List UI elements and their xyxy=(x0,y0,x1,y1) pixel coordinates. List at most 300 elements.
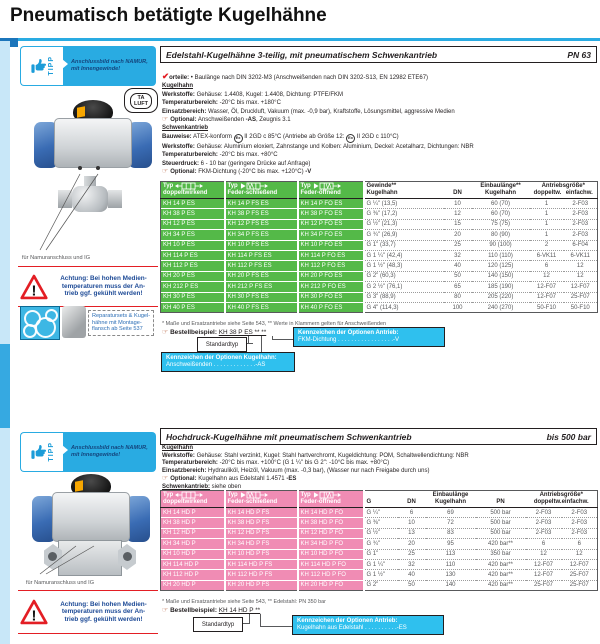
actuator-symbol-double-acting-icon xyxy=(175,491,203,499)
spec-text: Gehäuse: Aluminium eloxiert, Zahnstange und Kolben: Aluminium, Deckel: Acetalharz, Dichtungen: NBR xyxy=(194,143,474,150)
table-cell: 12 xyxy=(444,209,472,219)
pointing-hand-icon: ☞ xyxy=(162,607,169,614)
spec-text: siehe oben xyxy=(210,483,242,490)
table-cell: 12-F07 xyxy=(530,282,564,292)
table-cell: KH 34 HD P FS xyxy=(225,539,298,549)
table-cell: 40 xyxy=(444,261,472,271)
repair-note xyxy=(20,306,158,340)
pointing-hand-icon: ☞ xyxy=(162,116,171,124)
section1-header xyxy=(160,46,597,63)
section2-header xyxy=(160,428,597,445)
spec-text: Optional: xyxy=(170,476,197,482)
spec-line xyxy=(162,91,599,99)
spec-text: -ES xyxy=(286,476,297,482)
table-cell: 6-F04 xyxy=(564,240,598,250)
table-cell: G ½" (21,3) xyxy=(364,219,444,229)
table-cell: G ⅜" xyxy=(364,518,398,528)
table-cell: 80 xyxy=(444,292,472,302)
table-cell: 2-F03 xyxy=(526,528,562,538)
table-cell: 50 xyxy=(408,582,415,589)
pointer-lines xyxy=(30,100,156,254)
table-cell: KH 10 P FO ES xyxy=(298,240,364,250)
page-title: Pneumatisch betätigte Kugelhähne xyxy=(10,5,327,26)
spec-line xyxy=(162,468,599,476)
table-cell: KH 34 HD P xyxy=(161,539,225,549)
section1-order-example: ☞ Bestellbeispiel: KH 38 P ES ** ** xyxy=(162,329,267,336)
ta-luft-badge: TA LUFT xyxy=(124,88,158,113)
spec-text: Bauweise: xyxy=(162,133,192,140)
table-cell: 420 bar** xyxy=(476,559,526,569)
table-cell: KH 12 P FS ES xyxy=(225,219,298,229)
table-cell: KH 38 HD P FO xyxy=(298,518,364,528)
section1-specs xyxy=(162,72,599,176)
photo-caption-section2: für Namuranschluss und IG xyxy=(26,580,95,586)
spec-text: , Zeugnis 3.1 xyxy=(255,117,291,124)
option-box-kugelhahn-section1: Kennzeichen der Optionen Kugelhahn: Anschweißenden . . . . . . . . . . . . .-AS xyxy=(161,352,295,372)
spec-line xyxy=(162,151,599,159)
table-cell: KH 34 P ES xyxy=(161,230,225,240)
photo-caption-section1: für Namuranschluss und IG xyxy=(22,255,91,261)
table-cell: KH 10 P FS ES xyxy=(225,240,298,250)
spec-text: Temperaturbereich: xyxy=(162,460,218,466)
table-cell: 32 xyxy=(444,250,472,260)
option-box-antrieb-section2: Kennzeichen der Optionen Antrieb: Kugelhahn aus Edelstahl . . . . . . . . . .-ES xyxy=(292,615,444,635)
spec-line xyxy=(162,460,599,468)
table-cell: 6 xyxy=(562,539,598,549)
warning-note-section2: ! Achtung: Bei hohen Medien- temperaturen muss der An- trieb ggf. gekühlt werden! xyxy=(18,590,158,634)
table-cell: G 2 ½" (76,1) xyxy=(364,282,444,292)
table-row xyxy=(161,528,598,538)
table-cell: 32 xyxy=(398,559,426,569)
table-cell: 6-VK11 xyxy=(530,250,564,260)
section1-table xyxy=(160,181,598,313)
spec-line xyxy=(162,108,599,116)
spec-text: ATEX-konform xyxy=(191,133,234,140)
table-cell: KH 30 P FS ES xyxy=(225,292,298,302)
table-cell: KH 20 HD P xyxy=(161,580,225,590)
thumbs-up-icon xyxy=(30,443,47,462)
warning-text: Achtung: Bei hohen Medien- temperaturen muss der An- trieb ggf. gekühlt werden! xyxy=(60,275,147,298)
table-cell: 75 (75) xyxy=(472,219,530,229)
standardtyp-box-section2: Standardtyp xyxy=(193,617,243,632)
spec-text: orteile: xyxy=(169,75,190,81)
actuator-photo-section2 xyxy=(26,474,156,578)
spec-text: II 2GD c 110°C) xyxy=(355,133,399,140)
table-header-row: Typ doppeltwirkend Typ Feder-schließend Typ Feder-öffnend Gewinde** Kugelhahn DN Einbaulänge** Kugelhahn Antriebsgröße* doppeltw. einfachw. xyxy=(161,182,598,199)
table-cell: 2-F03 xyxy=(564,230,598,240)
title-rule xyxy=(0,38,600,41)
tip-text-line1: Anschlussbild nach NAMUR, xyxy=(71,59,148,65)
spec-line xyxy=(162,143,599,151)
table-cell: 2-F03 xyxy=(564,209,598,219)
table-cell: KH 112 HD P FO xyxy=(298,570,364,580)
table-cell: G 3" (88,9) xyxy=(364,292,444,302)
table-cell: G 1" (33,7) xyxy=(364,240,444,250)
thumbs-up-icon xyxy=(30,57,47,76)
table-cell: KH 14 P FO ES xyxy=(298,199,364,209)
spec-text: Gehäuse: Stahl verzinkt, Kugel: Stahl hartverchromt, Kugeldichtung: POM, Schaltwellendichtung: NBR xyxy=(194,452,469,459)
warning-note-section1 xyxy=(18,266,158,307)
spec-text: -20°C bis max. +80°C xyxy=(217,152,278,159)
spec-line xyxy=(162,453,599,461)
spec-line xyxy=(162,168,599,176)
table-cell: KH 38 HD P FS xyxy=(225,518,298,528)
table-cell: 6 xyxy=(526,539,562,549)
table-cell: KH 38 P FO ES xyxy=(298,209,364,219)
table-row xyxy=(161,250,598,260)
table-cell: 2-F03 xyxy=(562,528,598,538)
tip-badge-text xyxy=(63,46,156,86)
table-cell: KH 34 P FS ES xyxy=(225,230,298,240)
spec-text: Optional: xyxy=(170,117,197,124)
spec-text: -20°C bis max. +100°C (G 1 ¼" bis G 2": -10°C bis max. +80°C) xyxy=(217,460,390,466)
spec-text: 6 - 10 bar (geringere Drücke auf Anfrage) xyxy=(199,160,311,167)
table-cell: 25-F07 xyxy=(564,292,598,302)
table-cell: 500 bar xyxy=(476,508,526,518)
spec-line xyxy=(162,82,599,90)
table-cell: 420 bar** xyxy=(487,582,514,589)
tip-label: TIPP xyxy=(47,56,55,76)
spec-text: FKM-Dichtung (-20°C bis max. +120°C) xyxy=(196,169,306,176)
table-cell: 95 xyxy=(426,539,476,549)
table-row xyxy=(161,230,598,240)
actuator-symbol-spring-close-icon xyxy=(240,491,268,499)
table-cell: KH 14 P FS ES xyxy=(225,199,298,209)
table-cell: KH 212 P FO ES xyxy=(298,282,364,292)
table-cell: KH 12 P ES xyxy=(161,219,225,229)
table-cell: KH 114 P FO ES xyxy=(298,250,364,260)
table-row xyxy=(161,302,598,312)
tip-badge-left xyxy=(20,46,63,86)
table-row xyxy=(161,199,598,209)
table-cell: KH 112 HD P xyxy=(161,570,225,580)
table-cell: KH 20 HD P FS xyxy=(225,580,298,590)
spec-line xyxy=(162,445,599,453)
table-cell: KH 40 P FS ES xyxy=(225,302,298,312)
actuator-symbol-double-acting-icon xyxy=(175,182,203,190)
tip-badge-section2: TIPP Anschlussbild nach NAMUR, mit Innengewinde! xyxy=(20,432,156,472)
table-cell: KH 12 P FO ES xyxy=(298,219,364,229)
spec-line xyxy=(162,72,599,82)
table-cell: KH 112 P ES xyxy=(161,261,225,271)
table-cell: 6 xyxy=(530,261,564,271)
table-cell: 20 xyxy=(444,230,472,240)
table-cell: 12-F07 xyxy=(562,559,598,569)
table-cell: G 1" xyxy=(364,549,398,559)
connector-line xyxy=(261,336,262,353)
table-row xyxy=(161,580,598,590)
table-cell: KH 10 P ES xyxy=(161,240,225,250)
spec-line xyxy=(162,133,599,143)
table-cell: G 1 ¼" xyxy=(364,559,398,569)
table-cell: 80 (90) xyxy=(472,230,530,240)
spec-text: Anschweißenden xyxy=(196,117,246,124)
table-cell: 12 xyxy=(564,261,598,271)
table-cell: 20 xyxy=(398,539,426,549)
repair-note-text: Reparatursets & Kugel- hähne mit Montage- flansch ab Seite 537 xyxy=(88,310,154,336)
table-cell: G 2" xyxy=(366,582,379,589)
tip-text-line2: mit Innengewinde! xyxy=(71,66,121,72)
actuator-symbol-spring-open-icon xyxy=(313,182,341,190)
table-cell: KH 20 HD P FO xyxy=(298,580,364,590)
table-row xyxy=(161,539,598,549)
spec-text: Schwenkantrieb xyxy=(162,125,209,132)
spec-text: Optional: xyxy=(170,169,197,176)
table-row xyxy=(161,570,598,580)
actuator-symbol-spring-close-icon xyxy=(240,182,268,190)
table-cell: KH 30 P ES xyxy=(161,292,225,302)
table-cell: 50-F10 xyxy=(536,304,556,311)
table-cell: KH 20 P ES xyxy=(161,271,225,281)
table-cell: KH 38 P FS ES xyxy=(225,209,298,219)
table-row xyxy=(161,271,598,281)
table-row xyxy=(161,508,598,518)
spec-text: Temperaturbereich: xyxy=(162,152,218,159)
table-cell: KH 114 P ES xyxy=(161,250,225,260)
table-cell: G ¼" xyxy=(364,508,398,518)
table-cell: 2-F03 xyxy=(562,508,598,518)
table-cell: KH 20 P FO ES xyxy=(298,271,364,281)
standardtyp-box-section1: Standardtyp xyxy=(197,337,247,352)
spec-line xyxy=(162,160,599,168)
section2-order-example: ☞ Bestellbeispiel: KH 14 HD P ** xyxy=(162,607,261,614)
table-cell: 2-F03 xyxy=(564,199,598,209)
table-cell: G 2" (60,3) xyxy=(364,271,444,281)
table-cell: 110 (110) xyxy=(472,250,530,260)
section1-footnote: * Maße und Ersatzantriebe siehe Seite 543, ** Werte in Klammern gelten für Anschweißenden xyxy=(162,321,387,327)
table-cell: 15 xyxy=(444,219,472,229)
spec-text: -20°C bis max. +180°C xyxy=(217,100,281,107)
table-cell: KH 112 HD P FS xyxy=(225,570,298,580)
table-cell: 1 xyxy=(530,219,564,229)
table-cell: KH 112 P FO ES xyxy=(298,261,364,271)
table-cell: 13 xyxy=(398,528,426,538)
table-cell: 185 (190) xyxy=(472,282,530,292)
table-cell: 12 xyxy=(526,549,562,559)
table-cell: KH 12 HD P FS xyxy=(225,528,298,538)
table-cell: 6 xyxy=(398,508,426,518)
table-cell: KH 34 HD P FO xyxy=(298,539,364,549)
table-cell: 240 (270) xyxy=(487,304,514,311)
table-cell: 205 (220) xyxy=(472,292,530,302)
check-icon: ✔ xyxy=(162,71,170,81)
pointing-hand-icon: ☞ xyxy=(162,329,169,336)
warning-triangle-icon xyxy=(20,599,48,625)
spec-text: Werkstoffe: xyxy=(162,143,195,150)
table-cell: 420 bar** xyxy=(476,539,526,549)
table-row xyxy=(161,209,598,219)
table-cell: KH 114 HD P FO xyxy=(298,559,364,569)
tip-badge-section1 xyxy=(20,46,156,86)
table-cell: 2-F03 xyxy=(526,508,562,518)
table-cell: 12-F07 xyxy=(526,559,562,569)
table-cell: 69 xyxy=(426,508,476,518)
table-cell: KH 114 HD P xyxy=(161,559,225,569)
table-cell: 140 xyxy=(445,582,456,589)
table-cell: 140 (150) xyxy=(472,271,530,281)
table-cell: 25-F07 xyxy=(533,582,553,589)
table-cell: 83 xyxy=(426,528,476,538)
spec-text: -V xyxy=(305,169,312,176)
actuator-photo-section1 xyxy=(30,100,156,254)
table-cell: KH 12 HD P xyxy=(161,528,225,538)
sidebar-bar-light xyxy=(0,41,10,644)
table-row xyxy=(161,549,598,559)
table-cell: 12-F07 xyxy=(564,282,598,292)
table-cell: 12 xyxy=(564,271,598,281)
table-cell: 1 xyxy=(530,199,564,209)
table-row xyxy=(161,219,598,229)
table-cell: KH 14 HD P FO xyxy=(298,508,364,518)
connector-line xyxy=(249,614,250,624)
spec-text: Temperaturbereich: xyxy=(162,100,218,107)
table-cell: KH 40 P ES xyxy=(161,302,225,312)
spec-text: Werkstoffe: xyxy=(162,91,195,98)
table-cell: 130 xyxy=(426,570,476,580)
svg-text:!: ! xyxy=(31,282,37,299)
table-cell: KH 112 P FS ES xyxy=(225,261,298,271)
table-cell: 12-F07 xyxy=(530,292,564,302)
table-cell: 65 xyxy=(444,282,472,292)
actuator-symbol-spring-open-icon xyxy=(313,491,341,499)
table-cell: 10 xyxy=(444,199,472,209)
section2-specs xyxy=(162,445,599,491)
table-cell: G ½" xyxy=(364,528,398,538)
table-cell: G ⅜" (17,2) xyxy=(364,209,444,219)
table-cell: KH 12 HD P FO xyxy=(298,528,364,538)
table-cell: KH 212 P FS ES xyxy=(225,282,298,292)
table-header-row: Typ doppeltwirkend Typ Feder-schließend Typ Feder-öffnend G DN Einbaulänge Kugelhahn PN Antriebsgröße* doppeltw.einfachw. xyxy=(161,491,598,508)
table-cell: KH 30 P FO ES xyxy=(298,292,364,302)
svg-text:!: ! xyxy=(31,608,37,625)
table-cell: 25 xyxy=(444,240,472,250)
table-cell: G ¾" xyxy=(364,539,398,549)
pointer-lines xyxy=(26,474,156,578)
table-cell: 25 xyxy=(398,549,426,559)
spec-text: Kugelhahn xyxy=(162,83,193,90)
spec-text: -AS xyxy=(245,117,256,124)
table-cell: 2-F03 xyxy=(564,219,598,229)
spec-text: Hydrauliköl, Heizöl, Vakuum (max. -0,3 bar), (Wasser nur nach Freigabe durch uns) xyxy=(206,467,430,474)
sidebar-bar-dark xyxy=(0,344,10,428)
table-cell: 2-F03 xyxy=(526,518,562,528)
warning-triangle-icon xyxy=(20,274,48,300)
table-cell: 100 xyxy=(452,304,463,311)
table-cell: KH 114 HD P FS xyxy=(225,559,298,569)
table-row xyxy=(161,282,598,292)
table-cell: 50-F10 xyxy=(570,304,590,311)
spec-text: II 2GD c 85°C (Antriebe ab Größe 12: xyxy=(242,133,347,140)
table-cell: 1 xyxy=(530,209,564,219)
table-cell: 110 xyxy=(426,559,476,569)
spec-text: • Baulänge nach DIN 3202-M3 (Anschweißenden nach DIN 3202-S13, EN 12982 ETE67) xyxy=(189,75,429,81)
table-cell: 12 xyxy=(530,271,564,281)
section2-pressure-badge: bis 500 bar xyxy=(546,431,591,442)
connector-line xyxy=(272,339,293,340)
table-cell: KH 14 HD P FS xyxy=(225,508,298,518)
spec-line xyxy=(162,99,599,107)
table-cell: 113 xyxy=(426,549,476,559)
spec-text: Kugelhahn aus Edelstahl 1.4571 xyxy=(196,476,287,482)
spec-text: Werkstoffe: xyxy=(162,452,195,459)
table-cell: 500 bar xyxy=(476,528,526,538)
table-cell: 6-VK11 xyxy=(564,250,598,260)
table-cell: 25-F07 xyxy=(569,582,589,589)
section1-title: Edelstahl-Kugelhähne 3-teilig, mit pneumatischem Schwenkantrieb xyxy=(166,49,438,60)
table-cell: KH 10 HD P FS xyxy=(225,549,298,559)
table-cell: KH 14 P ES xyxy=(161,199,225,209)
table-cell: G ¼" (13,5) xyxy=(364,199,444,209)
table-cell: G 1 ¼" (42,4) xyxy=(364,250,444,260)
table-cell: 500 bar xyxy=(476,518,526,528)
pointing-hand-icon: ☞ xyxy=(162,475,171,482)
table-cell: 60 (70) xyxy=(472,209,530,219)
table-cell: G 1 ½" xyxy=(364,570,398,580)
pointing-hand-icon: ☞ xyxy=(162,168,171,176)
table-cell: KH 10 HD P xyxy=(161,549,225,559)
spec-text: Einsatzbereich: xyxy=(162,467,207,474)
spec-text: Gehäuse: 1.4408, Kugel: 1.4408, Dichtung: PTFE/FKM xyxy=(194,91,343,98)
table-cell: 12 xyxy=(562,549,598,559)
table-cell: G ¾" (26,9) xyxy=(364,230,444,240)
table-cell: KH 34 P FO ES xyxy=(298,230,364,240)
atex-ex-icon: Ex xyxy=(234,134,243,143)
spec-text: Steuerdruck: xyxy=(162,160,200,167)
table-cell: 90 (100) xyxy=(472,240,530,250)
table-cell: 12-F07 xyxy=(526,570,562,580)
spec-text: Kugelhahn xyxy=(162,445,193,451)
table-cell: 350 bar xyxy=(476,549,526,559)
table-cell: KH 114 P FS ES xyxy=(225,250,298,260)
table-row xyxy=(161,292,598,302)
table-cell: 120 (125) xyxy=(472,261,530,271)
spec-text: Einsatzbereich: xyxy=(162,108,207,115)
table-cell: KH 10 HD P FO xyxy=(298,549,364,559)
tip-label: TIPP xyxy=(47,442,55,462)
table-cell: 10 xyxy=(398,518,426,528)
table-cell: 2 xyxy=(530,240,564,250)
table-cell: 2-F03 xyxy=(562,518,598,528)
table-cell: 25-F07 xyxy=(562,570,598,580)
spec-line xyxy=(162,124,599,132)
table-cell: KH 212 P ES xyxy=(161,282,225,292)
table-cell: KH 20 P FS ES xyxy=(225,271,298,281)
table-row xyxy=(161,240,598,250)
table-cell: 420 bar** xyxy=(476,570,526,580)
table-cell: 72 xyxy=(426,518,476,528)
connector-line xyxy=(260,626,292,627)
spec-text: Schwenkantrieb: xyxy=(162,483,211,490)
table-cell: 1 xyxy=(530,230,564,240)
option-box-antrieb-section1: Kennzeichen der Optionen Antrieb: FKM-Dichtung . . . . . . . . . . . . . . . . .-V xyxy=(293,327,445,347)
section2-table xyxy=(160,490,598,591)
oring-kit-image xyxy=(20,306,60,340)
table-row xyxy=(161,261,598,271)
table-cell: 60 (70) xyxy=(472,199,530,209)
table-cell: KH 14 HD P xyxy=(161,508,225,518)
table-cell: KH 38 P ES xyxy=(161,209,225,219)
table-cell: KH 38 HD P xyxy=(161,518,225,528)
table-cell: G 4" (114,3) xyxy=(366,304,399,311)
table-cell: G 1 ½" (48,3) xyxy=(364,261,444,271)
spec-text: Wasser, Öl, Druckluft, Vakuum (max. -0,9 bar), Kraftstoffe, Lösungsmittel, aggressive Medien xyxy=(206,108,455,115)
section2-footnote: * Maße und Ersatzantriebe siehe Seite 543, ** Edelstahl: PN 350 bar xyxy=(162,599,326,605)
atex-ex-icon: Ex xyxy=(346,134,355,143)
flange-valve-image xyxy=(62,306,86,338)
spec-line xyxy=(162,475,599,484)
table-row xyxy=(161,559,598,569)
table-cell: 50 xyxy=(444,271,472,281)
